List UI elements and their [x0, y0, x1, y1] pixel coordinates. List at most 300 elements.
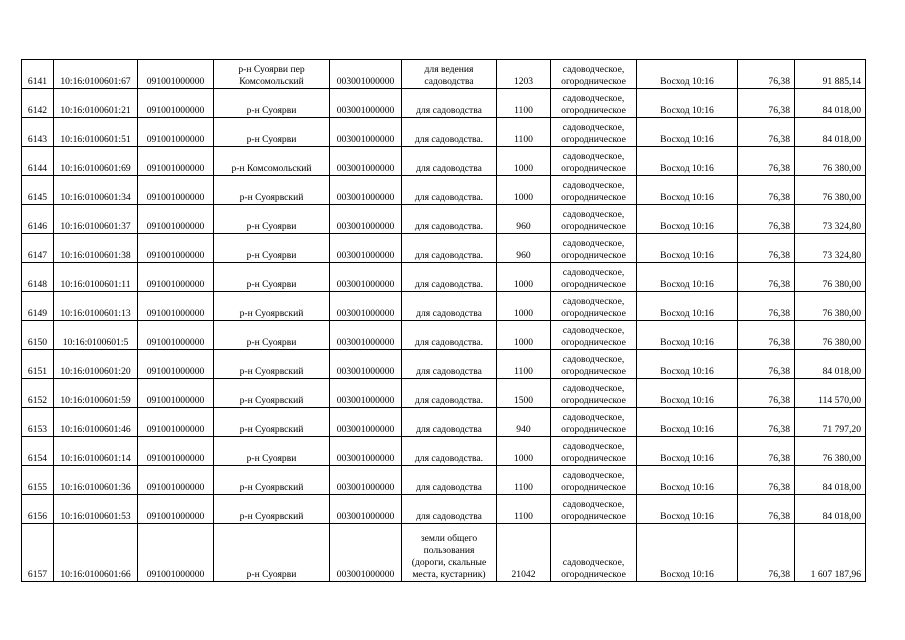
cell-permitted-use-line [404, 209, 494, 221]
cell-permitted-use [402, 147, 497, 176]
cell-location-line: р-н Суоярвский [239, 395, 304, 406]
cell-number: 6152 [22, 379, 54, 408]
cell-okato: 091001000000 [138, 466, 214, 495]
cell-area: 1100 [497, 466, 551, 495]
cell-area: 21042 [497, 524, 551, 582]
cell-rate: 76,38 [738, 89, 795, 118]
cell-zone: Восход 10:16 [637, 205, 738, 234]
cell-permitted-use-line [404, 383, 494, 395]
cell-permitted-use-line [404, 180, 494, 192]
cell-zone: Восход 10:16 [637, 292, 738, 321]
cell-okato: 091001000000 [138, 176, 214, 205]
cell-area: 1000 [497, 321, 551, 350]
cell-location: р-н Суоярви [214, 524, 330, 582]
cell-cadastral-number: 10:16:0100601:14 [54, 437, 138, 466]
cell-permitted-use-line [404, 470, 494, 482]
cell-category-line: огородническое [561, 453, 626, 464]
cell-category-line: огородническое [561, 250, 626, 261]
cell-rate: 76,38 [738, 60, 795, 89]
category-line: огородническое [561, 569, 626, 580]
cell-rate: 76,38 [738, 379, 795, 408]
cell-category [551, 263, 637, 292]
cell-number: 6155 [22, 466, 54, 495]
cell-permitted-use [402, 379, 497, 408]
cell-location-line: р-н Суоярви [246, 134, 297, 145]
cell-rate: 76,38 [738, 147, 795, 176]
cell-category-line: садоводческое, [562, 209, 625, 220]
cell-category-line: огородническое [561, 192, 626, 203]
cell-okato: 091001000000 [138, 408, 214, 437]
cell-area: 960 [497, 234, 551, 263]
cell-permitted-use-line [404, 151, 494, 163]
cell-location [214, 89, 330, 118]
cell-permitted-use [402, 350, 497, 379]
cell-cadastral-value: 76 380,00 [795, 147, 866, 176]
cell-permitted-use [402, 524, 497, 582]
cell-rate: 76,38 [738, 176, 795, 205]
cell-zone: Восход 10:16 [637, 263, 738, 292]
cell-oktmo: 003001000000 [330, 234, 402, 263]
cell-rate: 76,38 [738, 350, 795, 379]
cell-okato: 091001000000 [138, 495, 214, 524]
cell-cadastral-value: 76 380,00 [795, 263, 866, 292]
table-row [22, 408, 866, 437]
cell-category-line: садоводческое, [562, 383, 625, 394]
cell-zone: Восход 10:16 [637, 495, 738, 524]
cell-oktmo: 003001000000 [330, 292, 402, 321]
cell-cadastral-number: 10:16:0100601:13 [54, 292, 138, 321]
cell-category-line: огородническое [561, 482, 626, 493]
cell-oktmo: 003001000000 [330, 60, 402, 89]
cell-category-line: огородническое [561, 163, 626, 174]
cell-permitted-use [402, 118, 497, 147]
cell-permitted-use-line [404, 412, 494, 424]
cell-location [214, 292, 330, 321]
cell-location-line [216, 325, 327, 337]
table-row [22, 466, 866, 495]
cell-rate: 76,38 [738, 118, 795, 147]
cell-zone: Восход 10:16 [637, 437, 738, 466]
cell-location-line [216, 441, 327, 453]
cell-category [551, 350, 637, 379]
cell-category-line: огородническое [561, 337, 626, 348]
cell-category-line: садоводческое, [562, 267, 625, 278]
cell-area: 1100 [497, 118, 551, 147]
cell-zone: Восход 10:16 [637, 321, 738, 350]
cell-category [551, 234, 637, 263]
table-row [22, 60, 866, 89]
cell-number: 6153 [22, 408, 54, 437]
cell-cadastral-value: 84 018,00 [795, 350, 866, 379]
cell-cadastral-number: 10:16:0100601:67 [54, 60, 138, 89]
cell-category-line: огородническое [561, 424, 626, 435]
cell-okato: 091001000000 [138, 118, 214, 147]
cell-permitted-use [402, 408, 497, 437]
cell-oktmo: 003001000000 [330, 524, 402, 582]
cell-cadastral-value: 76 380,00 [795, 292, 866, 321]
cell-cadastral-number: 10:16:0100601:37 [54, 205, 138, 234]
cell-permitted-use-line: для ведения [424, 64, 474, 75]
cell-oktmo: 003001000000 [330, 408, 402, 437]
cell-location-line [216, 238, 327, 250]
cell-cadastral-value: 71 797,20 [795, 408, 866, 437]
cell-rate: 76,38 [738, 466, 795, 495]
cell-category [551, 89, 637, 118]
cell-category-line: садоводческое, [562, 441, 625, 452]
cell-location [214, 205, 330, 234]
cell-category-line: садоводческое, [562, 238, 625, 249]
cell-location-line [216, 267, 327, 279]
cell-category [551, 379, 637, 408]
cell-category-line: садоводческое, [562, 93, 625, 104]
cell-number: 6149 [22, 292, 54, 321]
cell-location-line: р-н Суоярви [246, 250, 297, 261]
cell-number: 6154 [22, 437, 54, 466]
cell-location [214, 350, 330, 379]
cell-location [214, 495, 330, 524]
cell-permitted-use-line [404, 499, 494, 511]
cell-permitted-use-line: садоводства [424, 76, 474, 87]
cell-area: 1500 [497, 379, 551, 408]
cell-cadastral-number: 10:16:0100601:34 [54, 176, 138, 205]
cell-cadastral-value: 76 380,00 [795, 321, 866, 350]
cell-number: 6156 [22, 495, 54, 524]
cell-category [551, 437, 637, 466]
cell-oktmo: 003001000000 [330, 379, 402, 408]
table-row [22, 176, 866, 205]
cell-rate: 76,38 [738, 524, 795, 582]
cell-rate: 76,38 [738, 495, 795, 524]
cell-location-line: р-н Суоярвский [239, 511, 304, 522]
cell-permitted-use-line: для садоводства. [414, 192, 484, 203]
cell-category-line: огородническое [561, 366, 626, 377]
cell-location-line: р-н Суоярвский [239, 308, 304, 319]
cell-okato: 091001000000 [138, 292, 214, 321]
cell-oktmo: 003001000000 [330, 118, 402, 147]
land-register-table [21, 59, 866, 582]
table-row [22, 437, 866, 466]
cell-category-line: садоводческое, [562, 412, 625, 423]
cell-cadastral-value: 91 885,14 [795, 60, 866, 89]
cell-cadastral-value: 84 018,00 [795, 466, 866, 495]
cell-okato: 091001000000 [138, 379, 214, 408]
cell-cadastral-value: 73 324,80 [795, 205, 866, 234]
cell-oktmo: 003001000000 [330, 89, 402, 118]
cell-area: 1000 [497, 437, 551, 466]
cell-rate: 76,38 [738, 234, 795, 263]
cell-category [551, 60, 637, 89]
cell-location-line: р-н Суоярви [246, 279, 297, 290]
cell-category-line: садоводческое, [562, 499, 625, 510]
cell-area: 1000 [497, 292, 551, 321]
cell-number: 6144 [22, 147, 54, 176]
cell-rate: 76,38 [738, 408, 795, 437]
cell-permitted-use-line: для садоводства. [414, 395, 484, 406]
cell-location-line [216, 151, 327, 163]
cell-category-line: садоводческое, [562, 470, 625, 481]
cell-permitted-use [402, 321, 497, 350]
cell-rate: 76,38 [738, 321, 795, 350]
cell-okato: 091001000000 [138, 263, 214, 292]
cell-location-line [216, 499, 327, 511]
cell-okato: 091001000000 [138, 437, 214, 466]
cell-cadastral-number: 10:16:0100601:51 [54, 118, 138, 147]
cell-permitted-use [402, 89, 497, 118]
cell-number: 6142 [22, 89, 54, 118]
cell-cadastral-number: 10:16:0100601:5 [54, 321, 138, 350]
cell-okato: 091001000000 [138, 60, 214, 89]
table-row [22, 524, 866, 582]
cell-permitted-use-line [404, 238, 494, 250]
cell-zone: Восход 10:16 [637, 350, 738, 379]
cell-okato: 091001000000 [138, 350, 214, 379]
cell-rate: 76,38 [738, 205, 795, 234]
cell-number: 6141 [22, 60, 54, 89]
cell-category-line: садоводческое, [562, 151, 625, 162]
cell-category [551, 408, 637, 437]
cell-cadastral-number: 10:16:0100601:38 [54, 234, 138, 263]
cell-permitted-use-line: для садоводства. [414, 279, 484, 290]
cell-oktmo: 003001000000 [330, 205, 402, 234]
cell-location-line [216, 470, 327, 482]
cell-zone: Восход 10:16 [637, 176, 738, 205]
cell-location-line: р-н Суоярвский [239, 482, 304, 493]
cell-category [551, 524, 637, 582]
cell-location-line: р-н Суоярви [246, 105, 297, 116]
cell-category [551, 147, 637, 176]
cell-cadastral-number: 10:16:0100601:66 [54, 524, 138, 582]
cell-location-line: р-н Суоярвский [239, 366, 304, 377]
cell-cadastral-number: 10:16:0100601:36 [54, 466, 138, 495]
cell-okato: 091001000000 [138, 205, 214, 234]
cell-oktmo: 003001000000 [330, 350, 402, 379]
cell-permitted-use-line [404, 325, 494, 337]
cell-permitted-use-line: для садоводства [416, 482, 482, 493]
cell-location [214, 408, 330, 437]
cell-location-line: р-н Суоярви [246, 337, 297, 348]
cell-permitted-use-line [404, 296, 494, 308]
cell-category-line: садоводческое, [562, 354, 625, 365]
cell-category [551, 118, 637, 147]
cell-cadastral-number: 10:16:0100601:21 [54, 89, 138, 118]
cell-zone: Восход 10:16 [637, 147, 738, 176]
cell-rate: 76,38 [738, 292, 795, 321]
cell-category [551, 321, 637, 350]
table-row [22, 147, 866, 176]
cell-number: 6150 [22, 321, 54, 350]
cell-cadastral-number: 10:16:0100601:59 [54, 379, 138, 408]
cell-category-line: садоводческое, [562, 180, 625, 191]
cell-location-line: р-н Суоярвский [239, 424, 304, 435]
cell-cadastral-number: 10:16:0100601:11 [54, 263, 138, 292]
cell-location-line [216, 209, 327, 221]
cell-location [214, 176, 330, 205]
cell-area: 1203 [497, 60, 551, 89]
table-row [22, 263, 866, 292]
cell-number: 6148 [22, 263, 54, 292]
cell-category-line: садоводческое, [562, 64, 625, 75]
cell-number: 6151 [22, 350, 54, 379]
cell-area: 1000 [497, 176, 551, 205]
cell-location [214, 379, 330, 408]
cell-cadastral-value: 84 018,00 [795, 495, 866, 524]
cell-permitted-use [402, 437, 497, 466]
cell-permitted-use-line [404, 441, 494, 453]
cell-cadastral-value: 1 607 187,96 [795, 524, 866, 582]
cell-category-line: садоводческое, [562, 296, 625, 307]
cell-category-line: огородническое [561, 279, 626, 290]
cell-permitted-use-line [404, 354, 494, 366]
cell-category [551, 495, 637, 524]
cell-cadastral-number: 10:16:0100601:53 [54, 495, 138, 524]
use-line: места, кустарник) [412, 569, 486, 580]
cell-location [214, 60, 330, 89]
cell-number: 6143 [22, 118, 54, 147]
use-line: (дороги, скальные [411, 557, 487, 568]
cell-oktmo: 003001000000 [330, 147, 402, 176]
cell-permitted-use-line: для садоводства. [414, 221, 484, 232]
cell-area: 1000 [497, 263, 551, 292]
cell-zone: Восход 10:16 [637, 524, 738, 582]
cell-number: 6146 [22, 205, 54, 234]
cell-area: 1100 [497, 350, 551, 379]
cell-permitted-use [402, 292, 497, 321]
cell-location [214, 466, 330, 495]
cell-location-line: р-н Суоярви [246, 453, 297, 464]
cell-location [214, 263, 330, 292]
use-line: пользования [423, 545, 475, 556]
cell-permitted-use [402, 495, 497, 524]
cell-location-line [216, 180, 327, 192]
cell-cadastral-value: 84 018,00 [795, 89, 866, 118]
cell-zone: Восход 10:16 [637, 234, 738, 263]
cell-area: 1000 [497, 147, 551, 176]
cell-category [551, 466, 637, 495]
cell-oktmo: 003001000000 [330, 466, 402, 495]
cell-permitted-use-line: для садоводства [416, 366, 482, 377]
cell-permitted-use-line [404, 267, 494, 279]
table-row [22, 350, 866, 379]
cell-category [551, 205, 637, 234]
cell-area: 1100 [497, 495, 551, 524]
cell-location-line: р-н Суоярви [246, 221, 297, 232]
cell-permitted-use-line: для садоводства [416, 424, 482, 435]
cell-rate: 76,38 [738, 437, 795, 466]
cell-zone: Восход 10:16 [637, 408, 738, 437]
cell-location-line [216, 383, 327, 395]
table-row [22, 321, 866, 350]
cell-category-line: садоводческое, [562, 122, 625, 133]
table-row [22, 379, 866, 408]
cell-location-line: р-н Суоярвский [239, 192, 304, 203]
cell-permitted-use-line: для садоводства. [414, 453, 484, 464]
cell-oktmo: 003001000000 [330, 437, 402, 466]
cell-category [551, 292, 637, 321]
cell-location [214, 147, 330, 176]
cell-oktmo: 003001000000 [330, 176, 402, 205]
cell-okato: 091001000000 [138, 321, 214, 350]
cell-category-line: огородническое [561, 308, 626, 319]
cell-number: 6157 [22, 524, 54, 582]
cell-category-line: огородническое [561, 395, 626, 406]
cell-location-line: р-н Суоярви пер [238, 64, 305, 75]
cell-zone: Восход 10:16 [637, 89, 738, 118]
cell-category-line: огородническое [561, 511, 626, 522]
cell-rate: 76,38 [738, 263, 795, 292]
cell-location-line [216, 412, 327, 424]
cell-category-line: огородническое [561, 134, 626, 145]
cell-location-line [216, 296, 327, 308]
cell-number: 6145 [22, 176, 54, 205]
cell-okato: 091001000000 [138, 89, 214, 118]
cell-zone: Восход 10:16 [637, 118, 738, 147]
cell-location [214, 437, 330, 466]
table-row [22, 495, 866, 524]
cell-location-line: Комсомольский [239, 76, 304, 87]
cell-category [551, 176, 637, 205]
cell-okato: 091001000000 [138, 147, 214, 176]
cell-permitted-use [402, 263, 497, 292]
cell-permitted-use-line: для садоводства [416, 163, 482, 174]
cell-location-line [216, 122, 327, 134]
cell-oktmo: 003001000000 [330, 263, 402, 292]
cell-category-line: огородническое [561, 76, 626, 87]
cell-permitted-use-line: для садоводства [416, 511, 482, 522]
cell-location-line [216, 354, 327, 366]
cell-permitted-use-line: для садоводства [416, 105, 482, 116]
cell-cadastral-value: 76 380,00 [795, 176, 866, 205]
table-row [22, 292, 866, 321]
cell-zone: Восход 10:16 [637, 379, 738, 408]
category-line: садоводческое, [562, 557, 625, 568]
table-row [22, 118, 866, 147]
cell-cadastral-value: 73 324,80 [795, 234, 866, 263]
cell-location [214, 321, 330, 350]
cell-area: 940 [497, 408, 551, 437]
cell-area: 1100 [497, 89, 551, 118]
cell-oktmo: 003001000000 [330, 495, 402, 524]
cell-okato: 091001000000 [138, 234, 214, 263]
cell-oktmo: 003001000000 [330, 321, 402, 350]
cell-okato: 091001000000 [138, 524, 214, 582]
cell-permitted-use-line [404, 122, 494, 134]
cell-cadastral-number: 10:16:0100601:20 [54, 350, 138, 379]
cell-category-line: огородническое [561, 221, 626, 232]
table-body-last [22, 524, 866, 582]
cell-permitted-use-line [404, 93, 494, 105]
cell-location [214, 118, 330, 147]
table-body [22, 60, 866, 524]
table-row [22, 205, 866, 234]
cell-permitted-use-line: для садоводства. [414, 337, 484, 348]
cell-zone: Восход 10:16 [637, 466, 738, 495]
cell-permitted-use-line: для садоводства. [414, 250, 484, 261]
cell-location-line [216, 93, 327, 105]
table-row [22, 234, 866, 263]
cell-area: 960 [497, 205, 551, 234]
cell-cadastral-number: 10:16:0100601:46 [54, 408, 138, 437]
cell-number: 6147 [22, 234, 54, 263]
cell-category-line: огородническое [561, 105, 626, 116]
cell-permitted-use [402, 234, 497, 263]
cell-cadastral-value: 84 018,00 [795, 118, 866, 147]
cell-zone: Восход 10:16 [637, 60, 738, 89]
cell-location-line: р-н Комсомольский [231, 163, 312, 174]
cell-permitted-use-line: для садоводства [416, 308, 482, 319]
use-line: земли общего [420, 533, 478, 544]
cell-permitted-use [402, 466, 497, 495]
cell-location [214, 234, 330, 263]
